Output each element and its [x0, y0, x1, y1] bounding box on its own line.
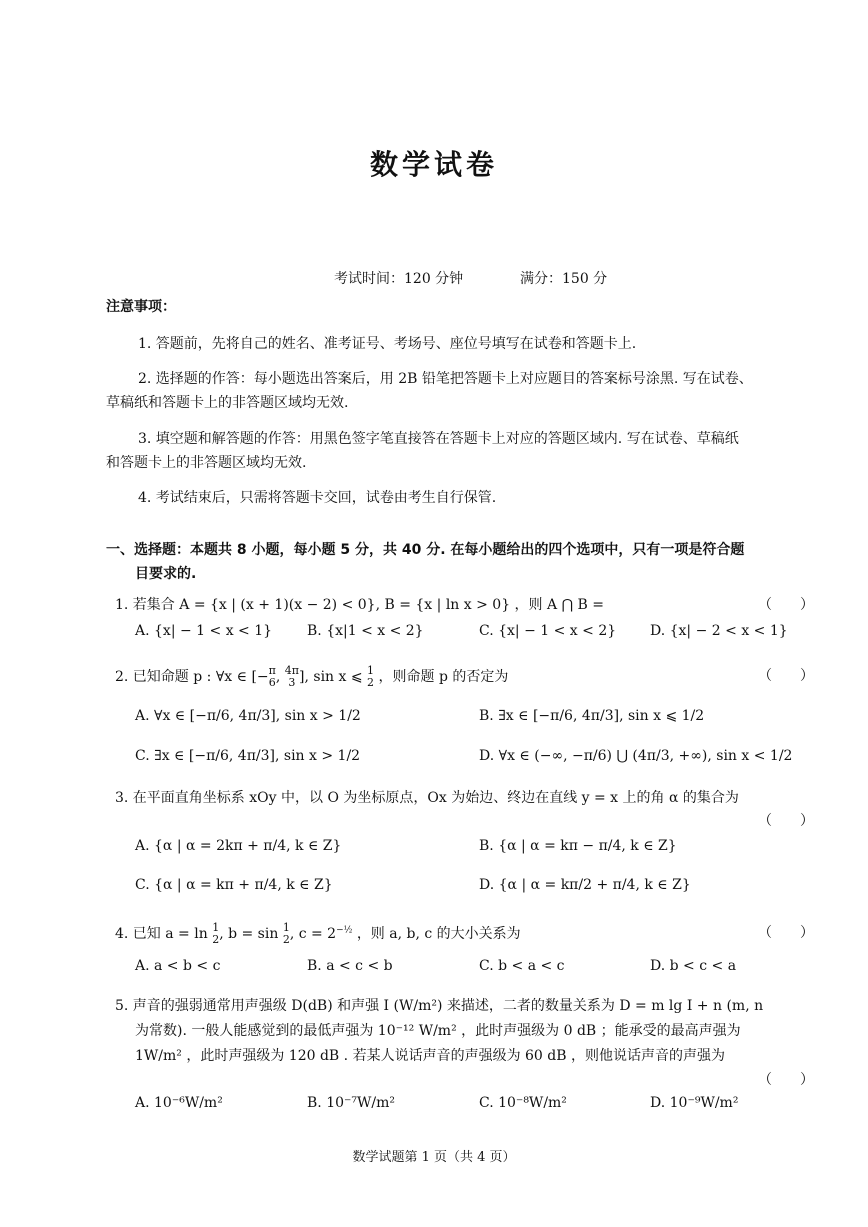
fraction: π 6	[268, 664, 276, 689]
q2-stem-part-c: ，则命题 p 的否定为	[378, 669, 509, 685]
answer-paren: （ ）	[758, 925, 814, 941]
q1-option-a: A. {x| − 1 < x < 1}	[135, 623, 273, 639]
question-3-stem: 3. 在平面直角坐标系 xOy 中，以 O 为坐标原点，Ox 为始边、终边在直线 y = x 上的角 α 的集合为	[115, 790, 739, 806]
q2-stem-part-a: 2. 已知命题 p : ∀x ∈ [−	[115, 669, 269, 685]
notice-item-3-cont: 和答题卡上的非答题区域均无效.	[106, 455, 307, 471]
answer-paren: （ ）	[758, 1072, 814, 1088]
q1-option-c: C. {x| − 1 < x < 2}	[479, 623, 617, 639]
question-4-stem: 4. 已知 a = ln 1 2, b = sin 1 2, $c = 2^{-\frac{1}{2}}$ ，则 a, b, c 的大小关系为	[115, 921, 521, 946]
q1-option-d: D. {x| − 2 < x < 1}	[650, 623, 788, 639]
question-2-stem: 2. 已知命题 p : ∀x ∈ [−π 6, 4π 3 ], sin x ⩽ 1 2 ，则命题 p 的否定为	[115, 664, 509, 689]
notice-item-4: 4. 考试结束后，只需将答题卡交回，试卷由考生自行保管.	[138, 490, 497, 506]
section-heading-cont: 目要求的.	[135, 566, 197, 582]
page-footer: 数学试题第 1 页（共 4 页）	[352, 1150, 516, 1165]
question-5-line-2: 为常数). 一般人能感觉到的最低声强为 10⁻¹² W/m² ，此时声强级为 0 dB ；能承受的最高声强为	[135, 1023, 741, 1039]
notice-item-3: 3. 填空题和解答题的作答：用黑色签字笔直接答在答题卡上对应的答题区域内. 写在试卷、草稿纸	[138, 431, 739, 447]
question-5-line-1: 5. 声音的强弱通常用声强级 D(dB) 和声强 I (W/m²) 来描述，二者的数量关系为 D = m lg I + n (m, n	[115, 998, 764, 1014]
q2-option-a: A. ∀x ∈ [−π/6, 4π/3], sin x > 1/2	[135, 708, 361, 724]
full-score: 满分：150 分	[520, 271, 608, 287]
exam-time: 考试时间：120 分钟	[334, 271, 464, 287]
fraction: 1 2	[282, 921, 290, 946]
fraction: 1 2	[212, 921, 220, 946]
q3-option-c: C. {α | α = kπ + π/4, k ∈ Z}	[135, 877, 333, 893]
answer-paren: （ ）	[758, 597, 814, 613]
page-title: 数学试卷	[369, 148, 498, 181]
q5-option-b: B. 10⁻⁷W/m²	[307, 1095, 395, 1111]
q5-option-a: A. 10⁻⁶W/m²	[135, 1095, 223, 1111]
answer-paren: （ ）	[758, 668, 814, 684]
question-1-stem: 1. 若集合 A = {x | (x + 1)(x − 2) < 0}, B = {x | ln x > 0} ，则 A ⋂ B =	[115, 597, 604, 613]
notice-item-2: 2. 选择题的作答：每小题选出答案后，用 2B 铅笔把答题卡上对应题目的答案标号涂黑. 写在试卷、	[138, 371, 753, 387]
section-heading: 一、选择题：本题共 8 小题，每小题 5 分，共 40 分. 在每小题给出的四个选项中，只有一项是符合题	[106, 542, 745, 558]
q2-option-d: D. ∀x ∈ (−∞, −π/6) ⋃ (4π/3, +∞), sin x < 1/2	[479, 748, 793, 764]
q4-option-a: A. a < b < c	[135, 958, 221, 974]
notice-item-2-cont: 草稿纸和答题卡上的非答题区域均无效.	[106, 395, 349, 411]
q2-stem-part-b: , sin x ⩽	[304, 669, 363, 685]
q5-option-c: C. 10⁻⁸W/m²	[479, 1095, 567, 1111]
q4-option-b: B. a < c < b	[307, 958, 393, 974]
q2-option-b: B. ∃x ∈ [−π/6, 4π/3], sin x ⩽ 1/2	[479, 708, 705, 724]
fraction: 4π 3	[284, 664, 300, 689]
fraction: 1 2	[367, 664, 375, 689]
q3-option-d: D. {α | α = kπ/2 + π/4, k ∈ Z}	[479, 877, 691, 893]
notice-heading: 注意事项：	[106, 299, 176, 315]
q2-option-c: C. ∃x ∈ [−π/6, 4π/3], sin x > 1/2	[135, 748, 361, 764]
q3-option-a: A. {α | α = 2kπ + π/4, k ∈ Z}	[135, 838, 342, 854]
q5-option-d: D. 10⁻⁹W/m²	[650, 1095, 739, 1111]
question-5-line-3: 1W/m² ，此时声强级为 120 dB . 若某人说话声音的声强级为 60 dB ，则他说话声音的声强为	[135, 1048, 725, 1064]
answer-paren: （ ）	[758, 813, 814, 829]
q3-option-b: B. {α | α = kπ − π/4, k ∈ Z}	[479, 838, 677, 854]
notice-item-1: 1. 答题前，先将自己的姓名、准考证号、考场号、座位号填写在试卷和答题卡上.	[138, 336, 637, 352]
q4-option-c: C. b < a < c	[479, 958, 565, 974]
q4-option-d: D. b < c < a	[650, 958, 737, 974]
q1-option-b: B. {x|1 < x < 2}	[307, 623, 424, 639]
